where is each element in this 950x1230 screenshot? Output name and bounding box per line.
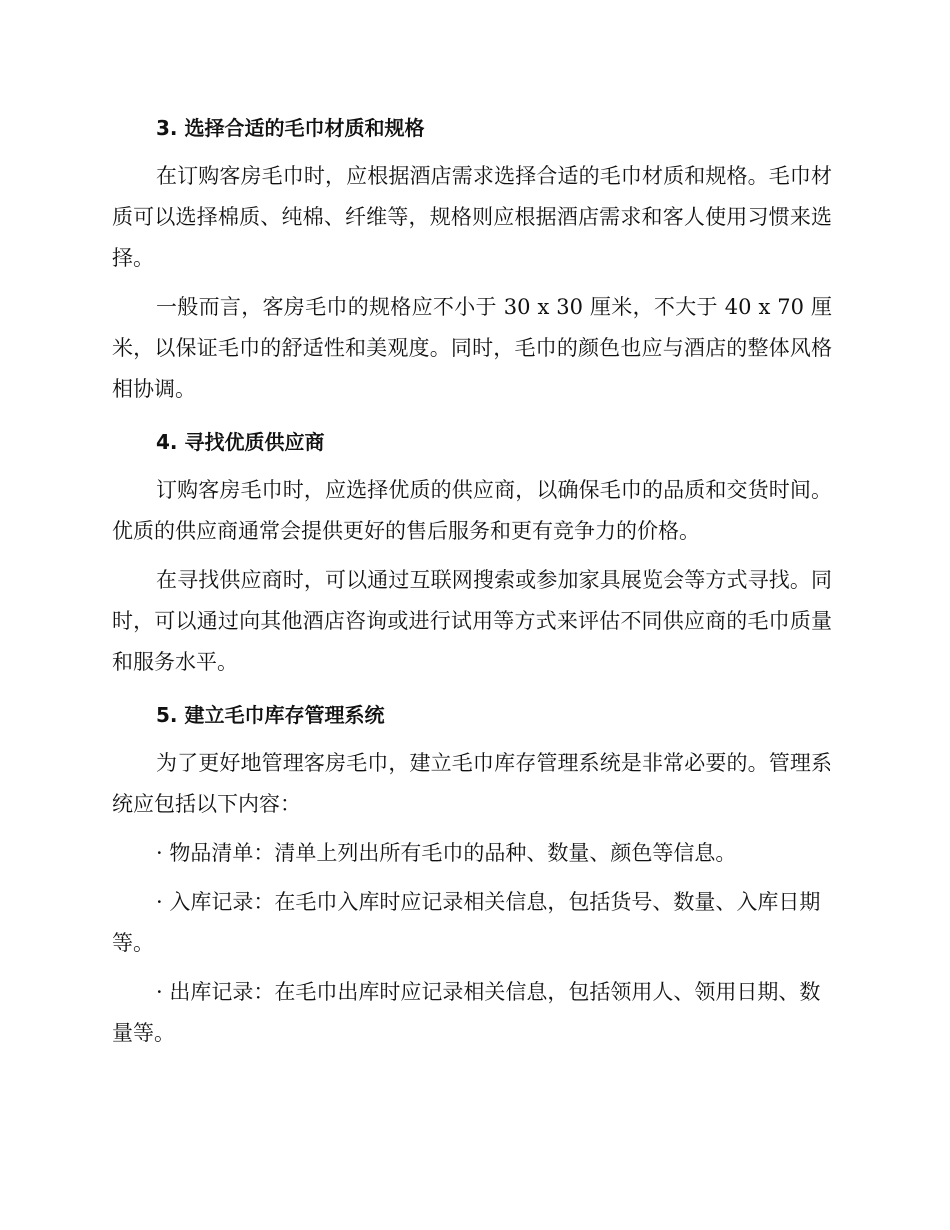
section-heading: 3. 选择合适的毛巾材质和规格	[156, 116, 425, 140]
paragraph: 在订购客房毛巾时，应根据酒店需求选择合适的毛巾材质和规格。毛巾材质可以选择棉质、纯棉、纤维等，规格则应根据酒店需求和客人使用习惯来选择。	[112, 164, 832, 270]
document-body	[112, 110, 832, 1062]
section-heading: 5. 建立毛巾库存管理系统	[156, 703, 385, 727]
bullet-item: · 出库记录：在毛巾出库时应记录相关信息，包括领用人、领用日期、数量等。	[112, 980, 821, 1045]
paragraph: 一般而言，客房毛巾的规格应不小于 30 x 30 厘米，不大于 40 x 70 厘米，以保证毛巾的舒适性和美观度。同时，毛巾的颜色也应与酒店的整体风格相协调。	[112, 295, 832, 401]
section-4	[112, 424, 832, 683]
paragraph: 订购客房毛巾时，应选择优质的供应商，以确保毛巾的品质和交货时间。优质的供应商通常会提供更好的售后服务和更有竞争力的价格。	[112, 478, 832, 543]
bullet-item: · 物品清单：清单上列出所有毛巾的品种、数量、颜色等信息。	[156, 841, 737, 865]
paragraph: 为了更好地管理客房毛巾，建立毛巾库存管理系统是非常必要的。管理系统应包括以下内容：	[112, 751, 832, 816]
bullet-item: · 入库记录：在毛巾入库时应记录相关信息，包括货号、数量、入库日期等。	[112, 890, 821, 955]
paragraph: 在寻找供应商时，可以通过互联网搜索或参加家具展览会等方式寻找。同时，可以通过向其他酒店咨询或进行试用等方式来评估不同供应商的毛巾质量和服务水平。	[112, 568, 832, 674]
section-5	[112, 697, 832, 1054]
section-heading: 4. 寻找优质供应商	[156, 430, 325, 454]
section-3	[112, 110, 832, 410]
